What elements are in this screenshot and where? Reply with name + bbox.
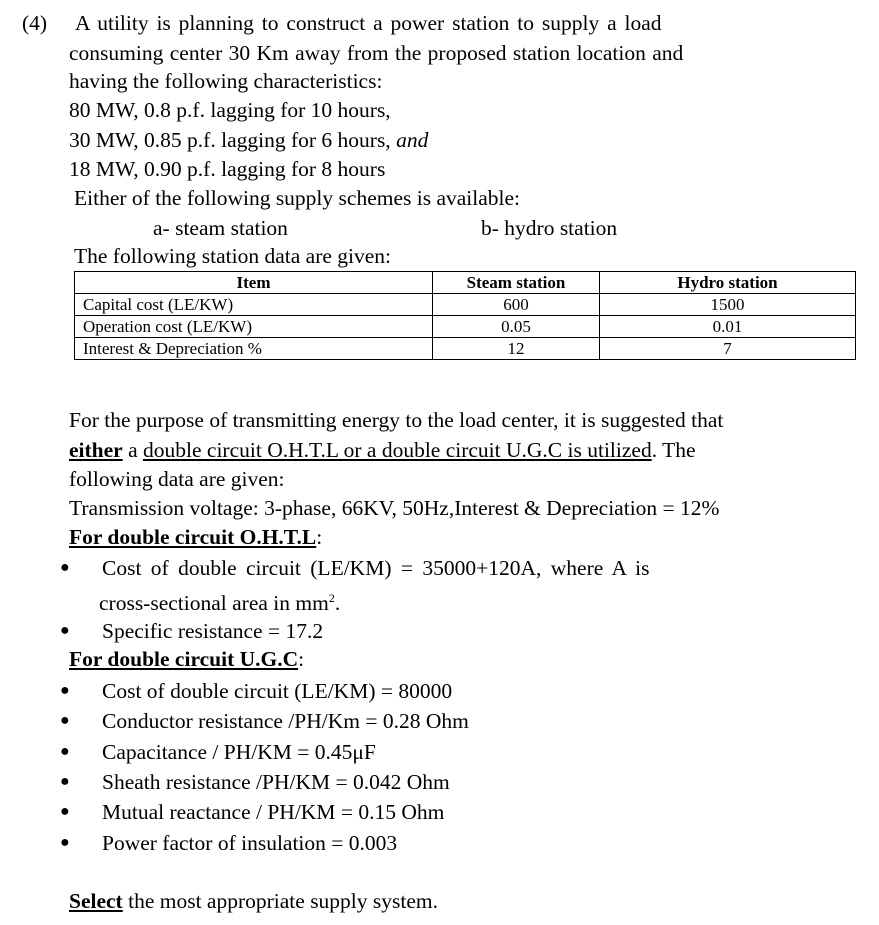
ohtl-heading: For double circuit O.H.T.L:: [69, 525, 323, 549]
transmission-line-2: either a double circuit O.H.T.L or a double circuit U.G.C is utilized. The: [69, 438, 696, 462]
ugc-bullet: Mutual reactance / PH/KM = 0.15 Ohm: [102, 800, 445, 824]
select-emphasis: Select: [69, 889, 123, 913]
table-row: [75, 294, 856, 316]
transmission-options: double circuit O.H.T.L or a double circuit U.G.C is utilized: [143, 438, 652, 462]
intro-line-1: A utility is planning to construct a power station to supply a load: [75, 11, 662, 35]
bullet-icon: ●: [60, 559, 70, 576]
ugc-bullet: Cost of double circuit (LE/KM) = 80000: [102, 679, 453, 703]
table-row: [75, 338, 856, 360]
table-header-hydro: Hydro station: [600, 272, 856, 294]
table-cell-steam: 12: [433, 338, 600, 360]
table-cell-hydro: 1500: [600, 294, 856, 316]
scheme-b: b- hydro station: [481, 216, 618, 240]
load-line-2: 30 MW, 0.85 p.f. lagging for 6 hours, and: [69, 128, 429, 152]
superscript-2: 2: [328, 591, 335, 605]
bullet-icon: ●: [60, 803, 70, 820]
table-cell-steam: 600: [433, 294, 600, 316]
and-italic: and: [396, 128, 429, 152]
table-header-row: [75, 272, 856, 294]
problem-number: (4): [22, 11, 48, 35]
ugc-bullet: Conductor resistance /PH/Km = 0.28 Ohm: [102, 709, 469, 733]
ugc-bullet: Capacitance / PH/KM = 0.45μF: [102, 740, 376, 764]
bullet-icon: ●: [60, 834, 70, 851]
ohtl-bullet-1-line-1: Cost of double circuit (LE/KM) = 35000+120A, where A is: [102, 556, 650, 580]
table-cell-hydro: 7: [600, 338, 856, 360]
station-data-table: [74, 271, 856, 360]
ugc-heading: For double circuit U.G.C:: [69, 647, 305, 671]
table-cell-item: Capital cost (LE/KW): [75, 294, 433, 316]
table-cell-item: Operation cost (LE/KW): [75, 316, 433, 338]
bullet-icon: ●: [60, 682, 70, 699]
conclusion: Select the most appropriate supply system.: [69, 889, 439, 913]
ugc-bullet: Power factor of insulation = 0.003: [102, 831, 398, 855]
transmission-line-4: Transmission voltage: 3-phase, 66KV, 50Hz,Interest & Depreciation = 12%: [69, 496, 720, 520]
table-header-item: Item: [75, 272, 433, 294]
either-emphasis: either: [69, 438, 123, 462]
table-cell-hydro: 0.01: [600, 316, 856, 338]
table-cell-item: Interest & Depreciation %: [75, 338, 433, 360]
load-line-3: 18 MW, 0.90 p.f. lagging for 8 hours: [69, 157, 386, 181]
ugc-bullet: Sheath resistance /PH/KM = 0.042 Ohm: [102, 770, 450, 794]
table-row: [75, 316, 856, 338]
table-cell-steam: 0.05: [433, 316, 600, 338]
bullet-icon: ●: [60, 622, 70, 639]
bullet-icon: ●: [60, 743, 70, 760]
ohtl-bullet-1-line-2: cross-sectional area in $mm^2$.: [99, 591, 341, 616]
scheme-a: a- steam station: [153, 216, 288, 240]
table-header-steam: Steam station: [433, 272, 600, 294]
bullet-icon: ●: [60, 773, 70, 790]
transmission-line-1: For the purpose of transmitting energy to the load center, it is suggested that: [69, 408, 724, 432]
bullet-icon: ●: [60, 712, 70, 729]
load-line-1: 80 MW, 0.8 p.f. lagging for 10 hours,: [69, 98, 391, 122]
ohtl-bullet-2: Specific resistance = 17.2: [102, 619, 324, 643]
schemes-intro: Either of the following supply schemes is available:: [74, 186, 521, 210]
transmission-line-3: following data are given:: [69, 467, 285, 491]
intro-line-2: consuming center 30 Km away from the proposed station location and: [69, 41, 684, 65]
intro-line-3: having the following characteristics:: [69, 69, 383, 93]
station-data-intro: The following station data are given:: [74, 244, 392, 268]
